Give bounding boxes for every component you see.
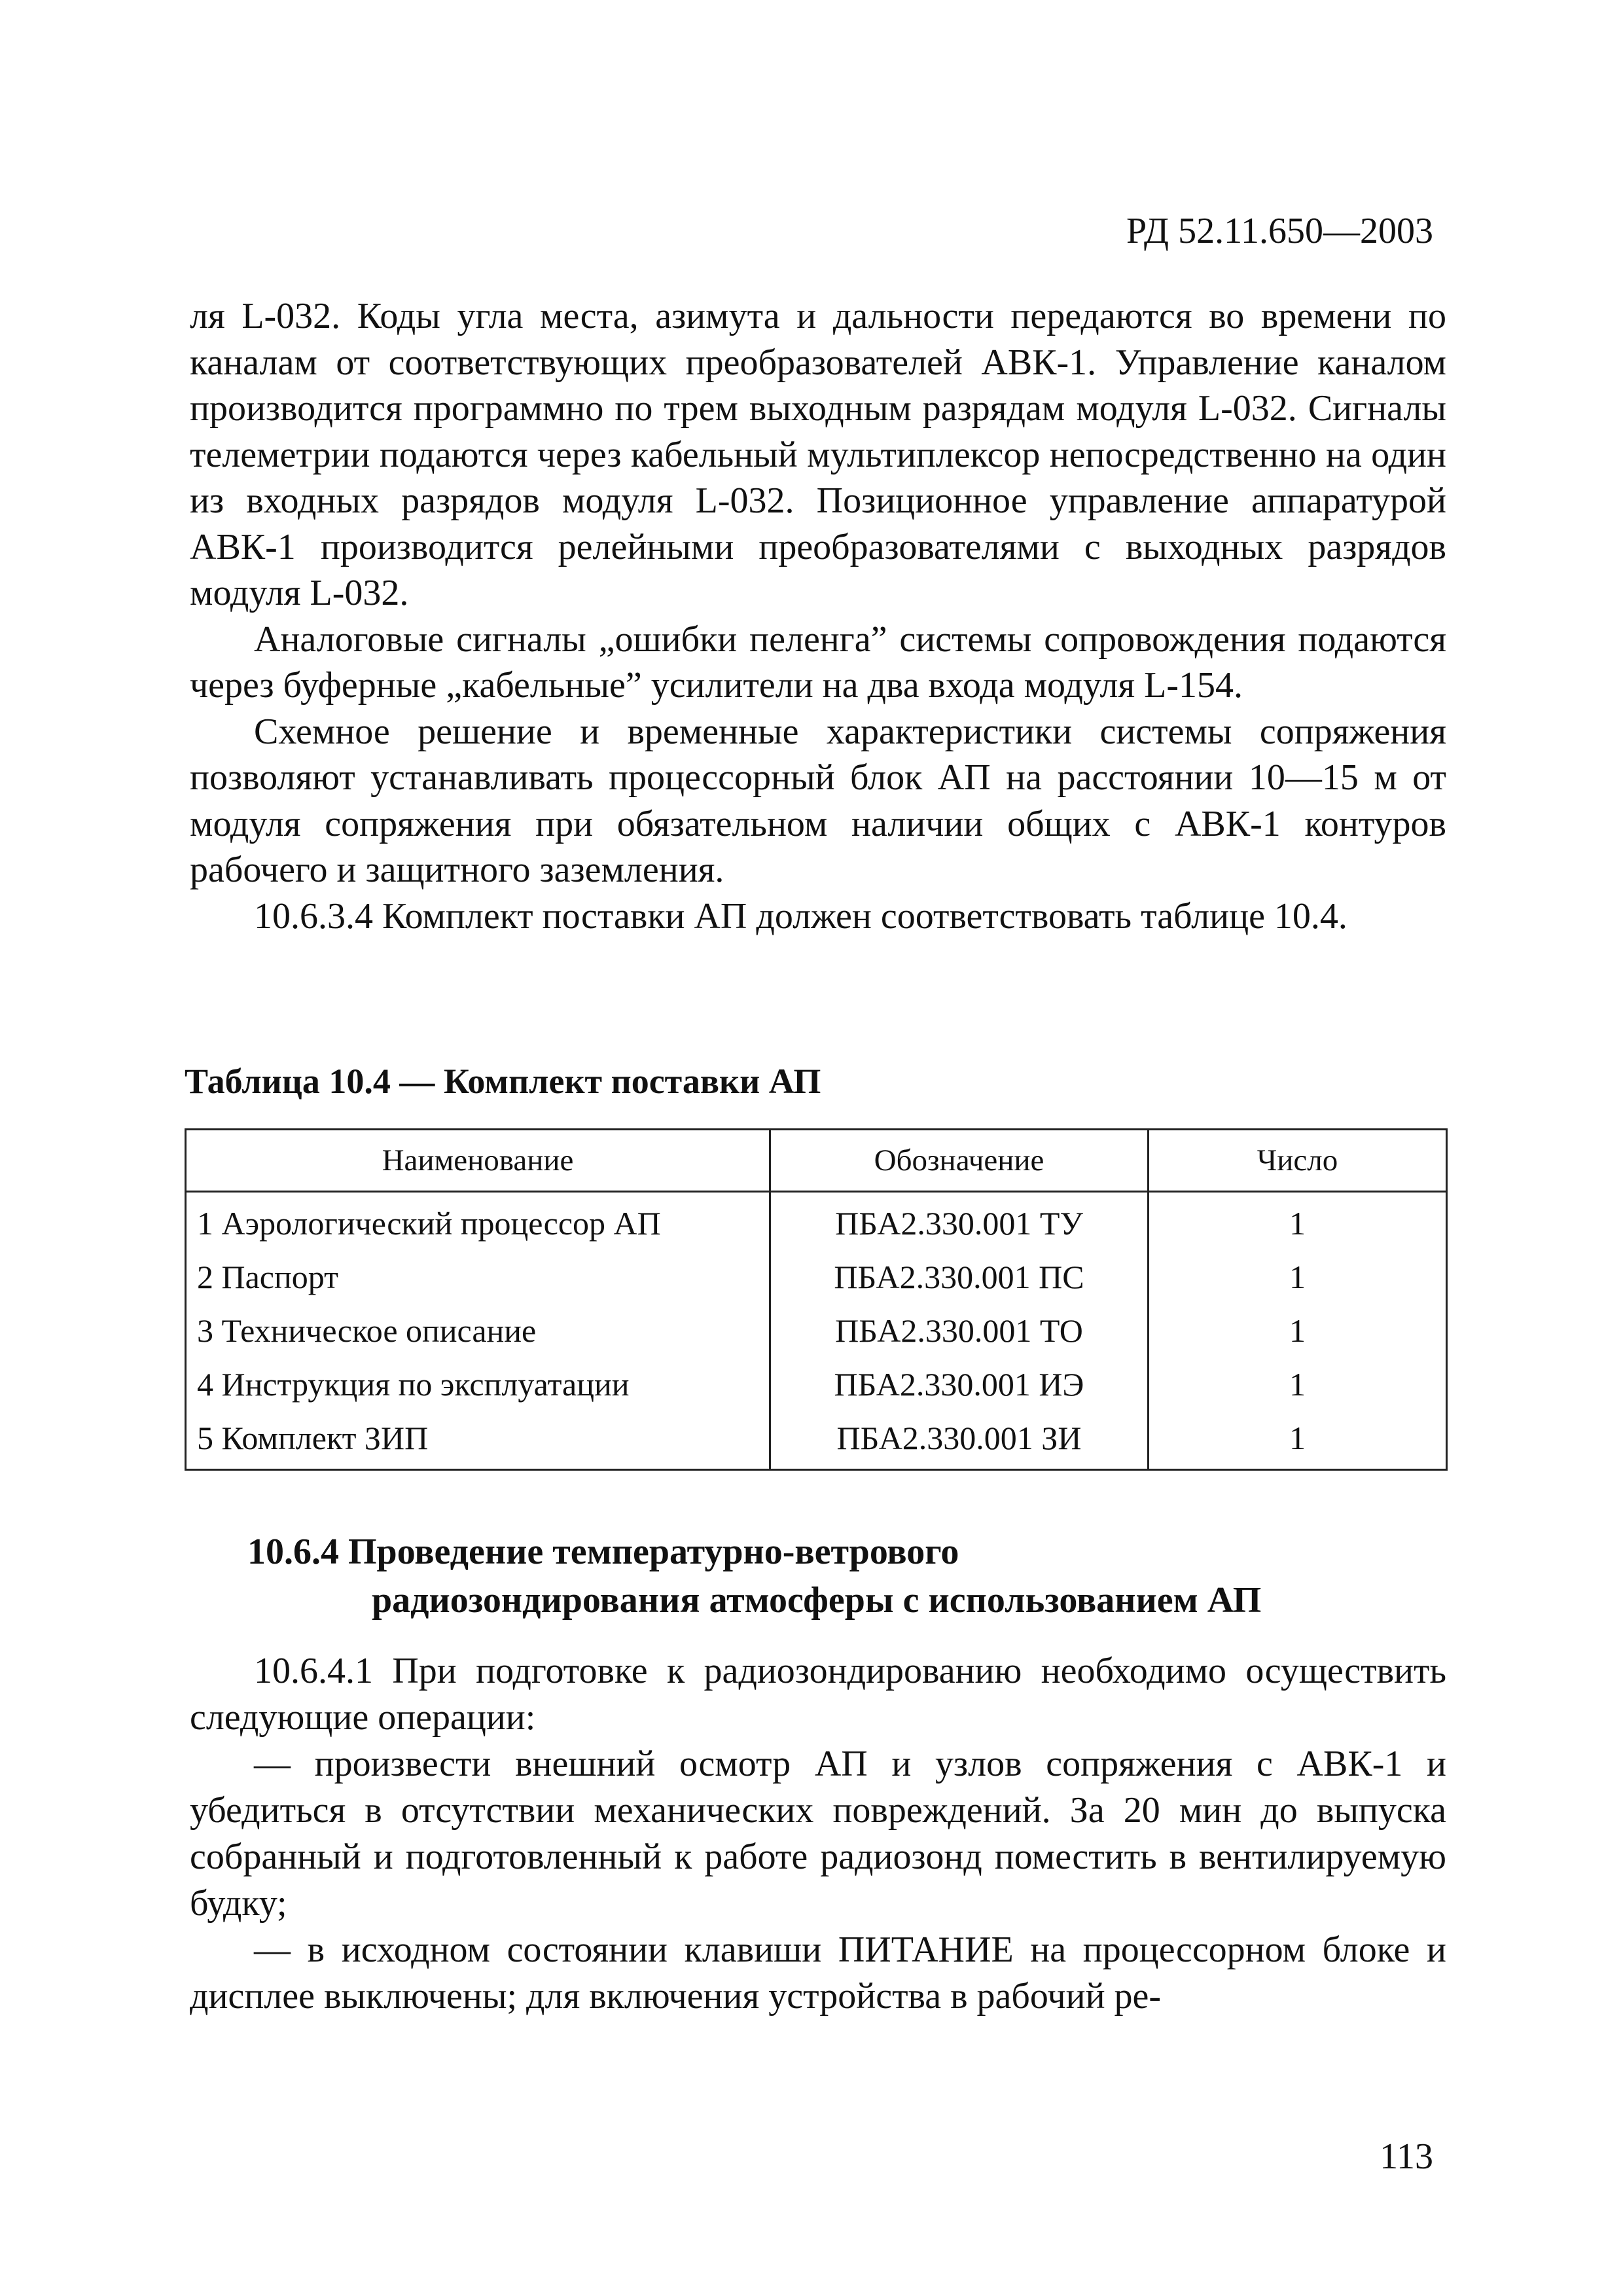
header-name: Наименование (186, 1130, 770, 1192)
cell-code: ПБА2.330.001 ТО (770, 1304, 1149, 1357)
table-row (186, 1304, 1447, 1357)
table-header-row (186, 1130, 1447, 1192)
header-qty: Число (1149, 1130, 1447, 1192)
cell-qty: 1 (1289, 1205, 1306, 1242)
paragraph-circuit-solution: Схемное решение и временные характеристики системы сопряжения позволяют устанавливать процессорный блок АП на расстоянии 10—15 м от модуля сопряжения при обязательном наличии общих с АВК-1 контуров рабочего и защитного заземления. (190, 711, 1446, 890)
page-number: 113 (1380, 2136, 1433, 2177)
supply-table (185, 1128, 1448, 1471)
section-heading (247, 1528, 1261, 1624)
table-row (186, 1411, 1447, 1470)
table-caption: Таблица 10.4 — Комплект поставки АП (185, 1062, 821, 1101)
paragraph-continuation: ля L-032. Коды угла места, азимута и дальности передаются во времени по каналам от соответствующих преобразователей АВК-1. Управление каналом производится программно по трем выходным разрядам модуля L-032. Сигналы телеметрии подаются через кабельный мультиплексор непосредственно на один из входных разрядов модуля L-032. Позиционное управление аппаратурой АВК-1 производится релейными преобразователями с выходных разрядов модуля L-032. (190, 296, 1446, 613)
paragraph-supply-set: 10.6.3.4 Комплект поставки АП должен соответствовать таблице 10.4. (254, 895, 1347, 937)
cell-qty: 1 (1289, 1420, 1306, 1456)
table-row (186, 1192, 1447, 1251)
table-row (186, 1250, 1447, 1304)
paragraph-inspection-step: — произвести внешний осмотр АП и узлов сопряжения с АВК-1 и убедиться в отсутствии механических повреждений. За 20 мин до выпуска собранный и подготовленный к работе радиозонд поместить в вентилируемую будку; (190, 1744, 1446, 1924)
cell-qty: 1 (1289, 1312, 1306, 1349)
cell-name: 5 Комплект ЗИП (186, 1411, 770, 1470)
document-code: РД 52.11.650—2003 (1126, 211, 1433, 251)
paragraph-analog-signals: Аналоговые сигналы „ошибки пеленга” системы сопровождения подаются через буферные „кабельные” усилители на два входа модуля L-154. (190, 619, 1446, 706)
cell-code: ПБА2.330.001 ЗИ (770, 1411, 1149, 1470)
cell-code: ПБА2.330.001 ТУ (770, 1192, 1149, 1251)
paragraph-power-step: — в исходном состоянии клавиши ПИТАНИЕ на процессорном блоке и дисплее выключены; для включения устройства в рабочий ре- (190, 1929, 1446, 2017)
cell-qty: 1 (1289, 1366, 1306, 1403)
section-body (190, 1648, 1446, 2020)
supply-table-container (185, 1128, 1448, 1471)
cell-name: 3 Техническое описание (186, 1304, 770, 1357)
table-row (186, 1357, 1447, 1411)
section-heading-line-2: радиозондирования атмосферы с использованием АП (372, 1580, 1262, 1621)
cell-qty: 1 (1289, 1259, 1306, 1295)
header-code: Обозначение (770, 1130, 1149, 1192)
paragraph-preparation: 10.6.4.1 При подготовке к радиозондированию необходимо осуществить следующие операции: (190, 1651, 1446, 1738)
body-text-block (190, 293, 1446, 939)
cell-code: ПБА2.330.001 ПС (770, 1250, 1149, 1304)
cell-name: 1 Аэрологический процессор АП (186, 1192, 770, 1251)
section-heading-line-1: 10.6.4 Проведение температурно-ветрового (247, 1532, 959, 1572)
cell-name: 2 Паспорт (186, 1250, 770, 1304)
cell-code: ПБА2.330.001 ИЭ (770, 1357, 1149, 1411)
cell-name: 4 Инструкция по эксплуатации (186, 1357, 770, 1411)
